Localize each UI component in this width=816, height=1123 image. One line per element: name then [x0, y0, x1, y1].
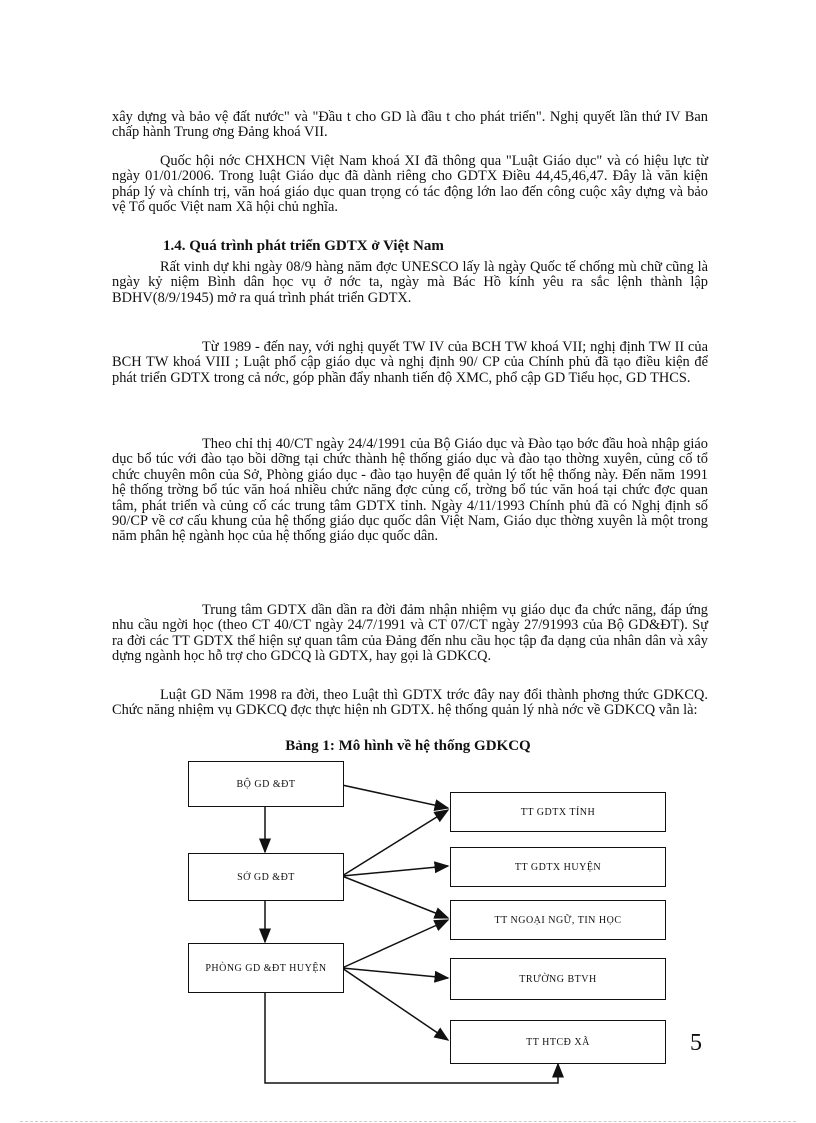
- box-tt-ngoai-ngu: [450, 900, 666, 940]
- paragraph-3: Rất vinh dự khi ngày 08/9 hàng năm đợc UNESCO lấy là ngày Quốc tế chống mù chữ cũng là ngày kỷ niệm Bình dân học vụ ở nớc ta, ngày mà Bác Hồ kính yêu ra sắc lệnh thành lập BDHV(8/9/1945) mở ra quá trình phát triển GDTX.: [112, 259, 708, 306]
- table-caption: Bảng 1: Mô hình về hệ thống GDKCQ: [285, 738, 531, 754]
- paragraph-7: Luật GD Năm 1998 ra đời, theo Luật thì GDTX trớc đây nay đổi thành phơng thức GDKCQ. Chức năng nhiệm vụ GDKCQ đợc thực hiện nh GDTX. hệ thống quản lý nhà nớc về GDKCQ vẫn là:: [112, 687, 708, 719]
- page-number: 5: [690, 1030, 702, 1056]
- box-tt-gdtx-tinh: [450, 792, 666, 832]
- box-tt-ngoai-ngu-label: TT NGOẠI NGỮ, TIN HỌC: [494, 914, 622, 926]
- box-tt-gdtx-huyen-label: TT GDTX HUYỆN: [514, 861, 602, 873]
- section-heading: 1.4. Quá trình phát triển GDTX ở Việt Nam: [163, 238, 444, 254]
- box-tt-gdtx-huyen: [450, 847, 666, 887]
- paragraph-4: Từ 1989 - đến nay, với nghị quyết TW IV của BCH TW khoá VII; nghị định TW II của BCH TW khoá VIII ; Luật phổ cập giáo dục và nghị định 90/ CP của Chính phủ đã tạo điều kiện để phát triển GDTX trong cả nớc, góp phần đẩy nhanh tiến độ XMC, phổ cập GD Tiểu học, GD THCS.: [112, 339, 708, 386]
- box-tt-htcd-xa: [450, 1020, 666, 1064]
- paragraph-2: Quốc hội nớc CHXHCN Việt Nam khoá XI đã thông qua "Luật Giáo dục" và có hiệu lực từ ngày 01/01/2006. Trong luật Giáo dục đã dành riêng cho GDTX Điều 44,45,46,47. Đây là văn kiện pháp lý và chính trị, văn hoá giáo dục quan trọng có tác động lớn lao đến công cuộc xây dựng và bảo vệ Tổ quốc Việt nam Xã hội chủ nghĩa.: [112, 153, 708, 216]
- box-bo-gddt: [188, 761, 344, 807]
- box-so-gddt-label: SỞ GD &ĐT: [237, 871, 295, 883]
- paragraph-5: Theo chỉ thị 40/CT ngày 24/4/1991 của Bộ Giáo dục và Đào tạo bớc đầu hoà nhập giáo dục bổ túc với đào tạo bồi dỡng tại chức thành hệ thống giáo dục và đào tạo thờng xuyên, củng cố tổ chức chuyên môn của Sở, Phòng giáo dục - đào tạo huyện để quản lý tốt hệ thống này. Đến năm 1991 hệ thống trờng bổ túc văn hoá nhiều chức năng đợc củng cố, trờng bổ túc văn hoá tại chức đợc quan tâm, phát triển và củng cố các trung tâm GDTX tỉnh. Ngày 4/11/1993 Chính phủ đã có Nghị định số 90/CP về cơ cấu khung của hệ thống giáo dục quốc dân Việt Nam, Giáo dục thờng xuyên là một trong năm phân hệ ngành học của hệ thống giáo dục quốc dân.: [112, 436, 708, 545]
- box-tt-htcd-xa-label: TT HTCĐ XÃ: [526, 1036, 590, 1048]
- paragraph-1: xây dựng và bảo vệ đất nước" và "Đầu t cho GD là đầu t cho phát triển". Nghị quyết lần thứ IV Ban chấp hành Trung ơng Đảng khoá VII.: [112, 109, 708, 141]
- box-phong-gddt-label: PHÒNG GD &ĐT HUYỆN: [205, 962, 327, 974]
- page-bottom-divider: [20, 1121, 796, 1122]
- box-truong-btvh: [450, 958, 666, 1000]
- box-bo-gddt-label: BỘ GD &ĐT: [236, 778, 296, 790]
- paragraph-6: Trung tâm GDTX dần dần ra đời đảm nhận nhiệm vụ giáo dục đa chức năng, đáp ứng nhu cầu ngời học (theo CT 40/CT ngày 24/7/1991 và CT 07/CT ngày 27/91993 của Bộ GD&ĐT). Sự ra đời các TT GDTX thể hiện sự quan tâm của Đảng đến nhu cầu học tập đa dạng của nhân dân và xây dựng ngành học hỗ trợ cho GDCQ là GDTX, hay gọi là GDKCQ.: [112, 602, 708, 665]
- box-tt-gdtx-tinh-label: TT GDTX TỈNH: [520, 806, 596, 818]
- box-truong-btvh-label: TRƯỜNG BTVH: [519, 973, 597, 985]
- box-so-gddt: [188, 853, 344, 901]
- box-phong-gddt: [188, 943, 344, 993]
